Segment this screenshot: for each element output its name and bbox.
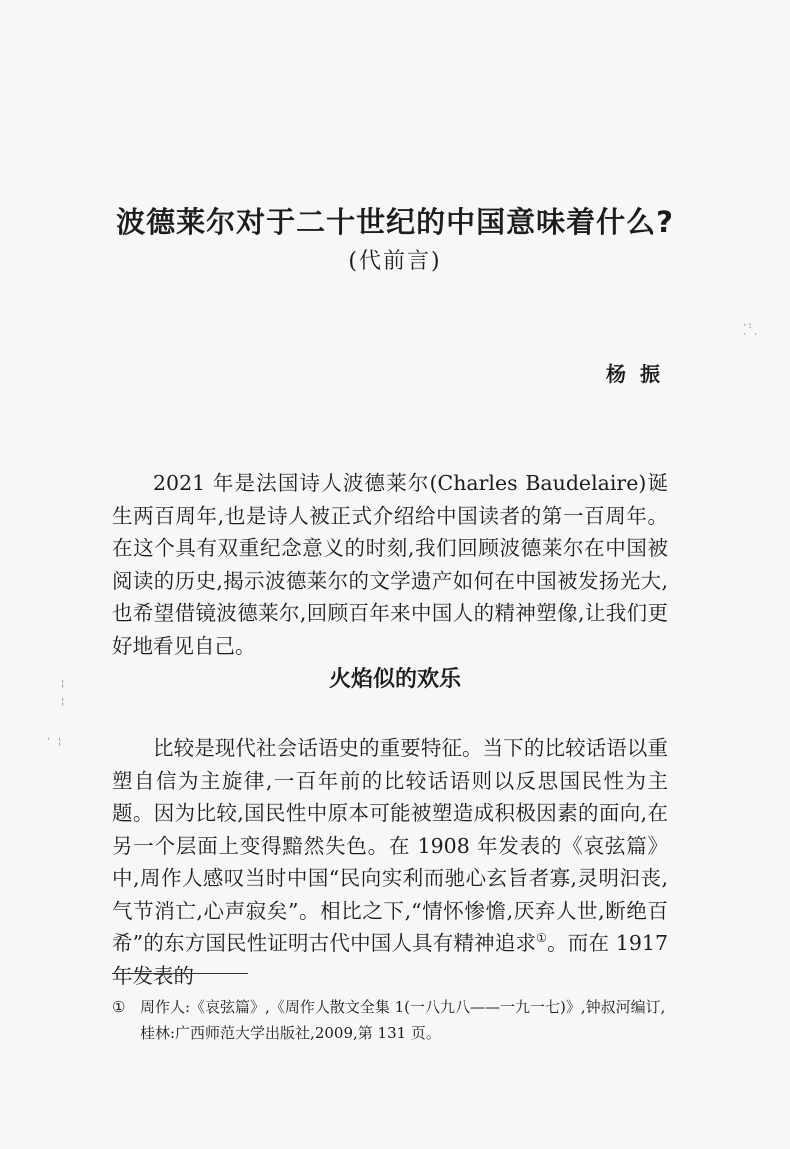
footnote bbox=[112, 994, 678, 1046]
body-paragraph bbox=[112, 732, 668, 992]
chapter-subtitle: (代前言) bbox=[348, 249, 442, 274]
section-heading: 火焰似的欢乐 bbox=[328, 667, 461, 692]
footnote-mark: ① bbox=[112, 998, 126, 1016]
body-paragraph-tail: 。而在 1917 年发表的 bbox=[112, 931, 668, 988]
intro-paragraph: 2021 年是法国诗人波德莱尔(Charles Baudelaire)诞生两百周年,也是诗人被正式介绍给中国读者的第一百周年。在这个具有双重纪念意义的时刻,我们回顾波德莱尔在中国被阅读的历史,揭示波德莱尔的文学遗产如何在中国被发扬光大,也希望借镜波德莱尔,回顾百年来中国人的精神塑像,让我们更好地看见自己。 bbox=[112, 471, 668, 658]
scan-speckle: ·: · · bbox=[742, 321, 759, 340]
footnote-reference[interactable]: ① bbox=[536, 931, 548, 946]
author-name: 杨振 bbox=[606, 362, 674, 386]
body-paragraph-text: 比较是现代社会话语史的重要特征。当下的比较话语以重塑自信为主旋律,一百年前的比较话语则以反思国民性为主题。因为比较,国民性中原本可能被塑造成积极因素的面向,在另一个层面上变得黯然失色。在 1908 年发表的《哀弦篇》中,周作人感叹当时中国“民向实利而驰心玄旨者寡,灵明汩丧,气节消亡,心声寂矣”。相比之下,“情怀惨憺,厌弃人世,断绝百希”的东方国民性证明古代中国人具有精神追求 bbox=[112, 736, 668, 955]
footnote-text: 周作人:《哀弦篇》,《周作人散文全集 1(一八九八——一九一七)》,钟叔河编订,桂林:广西师范大学出版社,2009,第 131 页。 bbox=[140, 998, 666, 1042]
footnote-divider bbox=[112, 973, 248, 974]
scan-speckle: ' ¦ bbox=[46, 737, 63, 747]
scan-speckle: ¦ ¦ bbox=[60, 679, 66, 707]
chapter-title: 波德莱尔对于二十世纪的中国意味着什么? bbox=[116, 205, 674, 239]
